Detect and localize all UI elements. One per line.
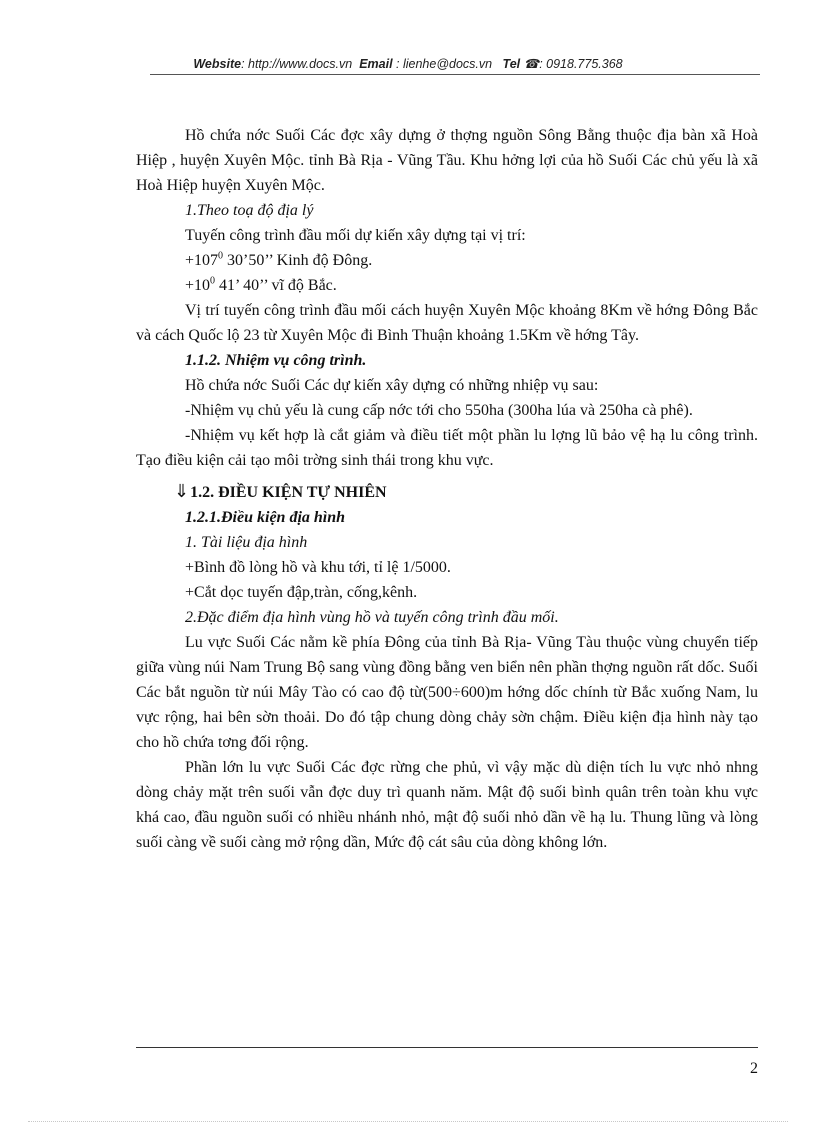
intro-paragraph: Hồ chứa nớc Suối Các đợc xây dựng ở thợng nguồn Sông Bằng thuộc địa bàn xã Hoà Hiệp , huyện Xuyên Mộc. tỉnh Bà Rịa - Vũng Tầu. Khu hởng lợi của hồ Suối Các chủ yếu là xã Hoà Hiệp huyện Xuyên Mộc. bbox=[136, 127, 758, 194]
tel-value: : 0918.775.368 bbox=[539, 57, 623, 71]
phone-icon: ☎ bbox=[523, 57, 540, 71]
page-bottom-border bbox=[28, 1121, 788, 1122]
distance-paragraph: Vị trí tuyến công trình đầu mối cách huyện Xuyên Mộc khoảng 8Km về hớng Đông Bắc và cách Quốc lộ 23 từ Xuyên Mộc đi Bình Thuận khoảng 1.5Km về hớng Tây. bbox=[136, 302, 758, 344]
website-label: Website bbox=[193, 57, 242, 71]
header-divider bbox=[150, 74, 760, 75]
doc-list-item: +Cắt dọc tuyến đập,tràn, cống,kênh. bbox=[185, 584, 418, 601]
task-main-item: -Nhiệm vụ chủ yếu là cung cấp nớc tới cho 550ha (300ha lúa và 250ha cà phê). bbox=[185, 402, 693, 419]
email-value: : lienhe@docs.vn bbox=[396, 57, 493, 71]
degree-superscript: 0 bbox=[218, 250, 224, 262]
tasks-intro-paragraph: Hồ chứa nớc Suối Các dự kiến xây dựng có những nhiệp vụ sau: bbox=[185, 377, 599, 394]
coords-heading: 1.Theo toạ độ địa lý bbox=[185, 202, 314, 219]
document-body bbox=[136, 123, 758, 855]
down-arrow-icon: ⇓ bbox=[174, 481, 190, 501]
longitude-line bbox=[136, 248, 758, 273]
location-paragraph: Tuyến công trình đầu mối dự kiến xây dựng tại vị trí: bbox=[185, 227, 526, 244]
terrain-docs-heading: 1. Tài liệu địa hình bbox=[185, 534, 308, 551]
doc-list-item: +Bình đồ lòng hồ và khu tới, tỉ lệ 1/5000. bbox=[185, 559, 451, 576]
page-header bbox=[0, 56, 816, 71]
task-combined-item: -Nhiệm vụ kết hợp là cắt giảm và điều tiết một phần lu lợng lũ bảo vệ hạ lu công trình. Tạo điều kiện cải tạo môi trờng sinh thái trong khu vực. bbox=[136, 427, 758, 469]
basin-paragraph: Lu vực Suối Các nằm kề phía Đông của tỉnh Bà Rịa- Vũng Tàu thuộc vùng chuyển tiếp giữa vùng núi Nam Trung Bộ sang vùng đồng bằng ven biển nên phần thợng nguồn rất dốc. Suối Các bắt nguồn từ núi Mây Tào có cao độ từ(500÷600)m hớng dốc chính từ Bắc xuống Nam, lu vực rộng, hai bên sờn thoải. Do đó tập chung dòng chảy sờn chậm. Điều kiện địa hình này tạo cho hồ chứa tơng đối rộng. bbox=[136, 634, 758, 751]
latitude-prefix: +10 bbox=[185, 277, 211, 294]
forest-paragraph: Phần lớn lu vực Suối Các đợc rừng che phủ, vì vậy mặc dù diện tích lu vực nhỏ nhng dòng chảy mặt trên suối vẫn đợc duy trì quanh năm. Mật độ suối bình quân trên toàn khu vực khá cao, đầu nguồn suối có nhiều nhánh nhỏ, mật độ suối nhỏ dần về hạ lu. Thung lũng và lòng suối càng về suối càng mở rộng dần, Mức độ cát sâu của dòng không lớn. bbox=[136, 759, 758, 851]
footer-divider bbox=[136, 1047, 758, 1048]
longitude-suffix: 30’50’’ Kinh độ Đông. bbox=[223, 252, 373, 269]
longitude-prefix: +107 bbox=[185, 252, 219, 269]
website-value: : http://www.docs.vn bbox=[241, 57, 353, 71]
tel-label: Tel bbox=[502, 57, 521, 71]
section-heading-121: 1.2.1.Điều kiện địa hình bbox=[185, 509, 346, 526]
page-number: 2 bbox=[750, 1060, 758, 1077]
section-heading-12-text: 1.2. ĐIỀU KIỆN TỰ NHIÊN bbox=[190, 484, 387, 501]
terrain-features-heading: 2.Đặc điểm địa hình vùng hồ và tuyến công trình đầu mối. bbox=[185, 609, 559, 626]
latitude-line bbox=[136, 273, 758, 298]
degree-superscript: 0 bbox=[210, 275, 216, 287]
section-heading-112: 1.1.2. Nhiệm vụ công trình. bbox=[185, 352, 367, 369]
latitude-suffix: 41’ 40’’ vĩ độ Bắc. bbox=[215, 277, 337, 294]
email-label: Email bbox=[359, 57, 393, 71]
section-heading-12 bbox=[136, 479, 758, 505]
